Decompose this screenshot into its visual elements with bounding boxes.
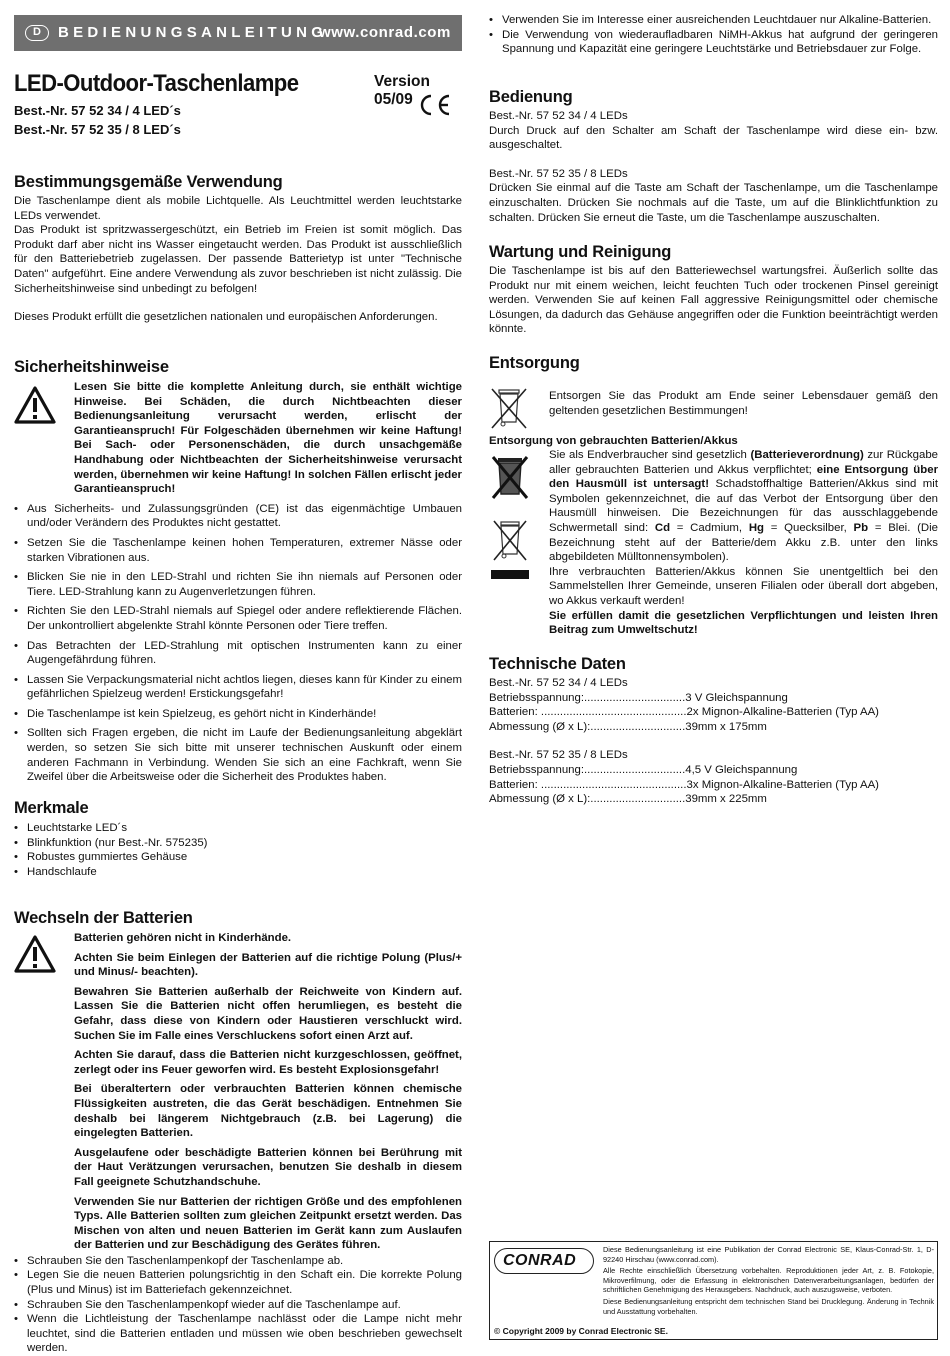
imprint-text (603, 1245, 934, 1316)
spec-value: 3x Mignon-Alkaline-Batterien (Typ AA) (686, 778, 879, 791)
text: eine Entsorgung über den Hausmüll ist untersagt! (549, 463, 938, 491)
logo-text: CONRAD (503, 1252, 577, 1269)
spec-value: 3 V Gleichspannung (685, 691, 788, 704)
website: www.conrad.com (318, 24, 451, 41)
section-heading: Merkmale (14, 799, 89, 817)
text: Hg (748, 521, 765, 534)
battery-warning: Achten Sie darauf, dass die Batterien nicht kurzgeschlossen, geöffnet, zerlegt oder ins Feuer geworfen wird. Es besteht Explosionsgefahr! (74, 1049, 462, 1076)
text: (Batterieverordnung) (750, 449, 864, 461)
imprint-line: Diese Bedienungsanleitung entspricht dem technischen Stand bei Drucklegung. Änderung in Technik und Ausstattung vorbehalten. (603, 1296, 934, 1316)
warning-triangle-icon (14, 386, 56, 424)
list-item: • Das Betrachten der LED-Strahlung mit optischen Instrumenten kann zu einer Augengefährdung führen. (14, 639, 462, 668)
header-bar (14, 15, 462, 51)
spec-label: Abmessung (Ø x L):.............................. (489, 720, 686, 733)
order-number-8led: Best.-Nr. 57 52 35 / 8 LED´s (14, 122, 181, 137)
list-item: • Schrauben Sie den Taschenlampenkopf der Taschenlampe ab. (14, 1254, 462, 1269)
section-heading: Sicherheitshinweise (14, 358, 169, 376)
safety-list (14, 502, 462, 785)
list-item: • Aus Sicherheits- und Zulassungsgründen (CE) ist das eigenmächtige Umbauen und/oder Verändern des Produktes nicht gestattet. (14, 502, 462, 531)
battery-disposal-text (549, 448, 938, 638)
list-item: • Legen Sie die neuen Batterien polungsrichtig in den Schaft ein. Die korrekte Polung (Plus und Minus) ist im Batteriefach gekennzeichnet. (14, 1268, 462, 1297)
spec-row (489, 720, 938, 735)
paragraph: Die Taschenlampe ist bis auf den Batteriewechsel wartungsfrei. Äußerlich sollte das Produkt nur mit einem weichen, leicht feuchten Tuch oder trockenen Pinsel gereinigt werden. Verwenden Sie auf keinen Fall aggressive Reinigungsmittel oder chemische Lösungen, da dadurch das Gehäuse angegriffen oder die Funktion beeinträchtigt werden könnte. (489, 265, 938, 336)
model-label: Best.-Nr. 57 52 34 / 4 LEDs (489, 677, 628, 689)
model-label: Best.-Nr. 57 52 35 / 8 LEDs (489, 749, 628, 762)
list-item: • Lassen Sie Verpackungsmaterial nicht achtlos liegen, dieses kann für Kinder zu einem gefährlichen Spielzeug werden! Erstickungsgefahr! (14, 673, 462, 702)
spec-label: Betriebsspannung:................................ (489, 691, 686, 704)
section-technical-data (489, 654, 938, 807)
list-item: • Wenn die Lichtleistung der Taschenlampe nachlässt oder die Lampe nicht mehr leuchtet, sind die Batterien entladen und müssen wie oben beschrieben gewechselt werden. (14, 1312, 462, 1356)
section-maintenance (489, 242, 938, 337)
safety-warning: Lesen Sie bitte die komplette Anleitung durch, sie enthält wichtige Hinweise. Bei Schäden, die durch Nichtbeachten dieser Bedienungsanleitung verursacht werden, erlischt der Garantieanspruch! Für Folgeschäden übernehmen wir keine Haftung! Bei Sach- oder Personenschäden, die durch unsachgemäße Handhabung oder Nichtbeachten der Sicherheitshinweise verursacht werden, übernehmen wir keine Haftung! In solchen Fällen erlischt jeder Garantieanspruch! (74, 381, 462, 496)
spec-row (489, 763, 938, 778)
section-heading: Wechseln der Batterien (14, 909, 193, 927)
imprint-box (489, 1241, 938, 1340)
text: zur Rückgabe aller gebrauchten Batterien und Akkus verpflichtet; (549, 449, 938, 476)
copyright: © Copyright 2009 by Conrad Electronic SE. (494, 1326, 668, 1336)
paragraph: Das Produkt ist spritzwassergeschützt, ein Betrieb im Freien ist somit möglich. Das Produkt darf aber nicht ins Wasser eingetaucht werden. Das Produkt ist ausschließlich für den Batteriebetrieb zugelassen. Der passende Batterietyp ist unter "Technische Daten" aufgeführt. Eine andere Verwendung als zuvor beschrieben ist nicht zulässig. Die Sicherheitshinweise sind unbedingt zu befolgen! (14, 224, 462, 295)
version: Version 05/09 (374, 73, 430, 108)
list-item: • Setzen Sie die Taschenlampe keinen hohen Temperaturen, extremer Nässe oder starken Vibrationen aus. (14, 536, 462, 565)
paragraph: Sie erfüllen damit die gesetzlichen Verpflichtungen und leisten Ihren Beitrag zum Umweltschutz! (549, 609, 938, 637)
spec-row (489, 705, 938, 720)
crossed-bin-icon (491, 518, 529, 564)
paragraph: Durch Druck auf den Schalter am Schaft der Taschenlampe wird diese ein- bzw. ausgeschaltet. (489, 124, 938, 152)
crossed-bin-icon (489, 386, 529, 432)
spec-value: 2x Mignon-Alkaline-Batterien (Typ AA) (686, 706, 879, 719)
product-disposal-text: Entsorgen Sie das Produkt am Ende seiner Lebensdauer gemäß den geltenden gesetzlichen Bestimmungen! (549, 390, 938, 417)
list-item: • Blinkfunktion (nur Best.-Nr. 575235) (14, 836, 462, 851)
spec-label: Abmessung (Ø x L):.............................. (489, 793, 686, 806)
list-item: • Leuchtstarke LED´s (14, 821, 462, 836)
warning-triangle-icon (14, 935, 56, 973)
spec-row (489, 691, 938, 706)
section-heading: Bedienung (489, 88, 573, 106)
list-item: • Blicken Sie nie in den LED-Strahl und richten Sie ihn niemals auf Personen oder Tiere. LED-Strahlung kann zu Augenverletzungen führen. (14, 570, 462, 599)
spec-row (489, 792, 938, 807)
conrad-logo (494, 1248, 594, 1274)
text: Pb (853, 521, 869, 534)
list-item: • Sollten sich Fragen ergeben, die nicht im Laufe der Bedienungsanleitung abgeklärt werden, so setzen Sie sich bitte mit unserer technischen Auskunft oder einem anderen Fachmann in Verbindung. Wenden Sie sich an eine Fachkraft, wenn Sie Zweifel über die Arbeitsweise oder die Sicherheit des Produktes haben. (14, 726, 462, 784)
list-item: • Richten Sie den LED-Strahl niemals auf Spiegel oder andere reflektierende Flächen. Der unkontrolliert abgelenkte Strahl könnte Personen oder Tiere treffen. (14, 604, 462, 633)
features-list (14, 821, 462, 879)
paragraph: Dieses Produkt erfüllt die gesetzlichen nationalen und europäischen Anforderungen. (14, 311, 438, 324)
battery-warning: Bei überaltertern oder verbrauchten Batterien können chemische Flüssigkeiten austreten, die das Gerät beschädigen. Entnehmen Sie deshalb bei längerem Nichtgebrauch (z.B. bei Lagerung) die eingelegten Batterien. (74, 1083, 462, 1140)
battery-warning: Ausgelaufene oder beschädigte Batterien können bei Berührung mit der Haut Verätzungen verursachen, benutzen Sie deshalb in diesem Fall geeignete Schutzhandschuhe. (74, 1146, 462, 1188)
paragraph: Ihre verbrauchten Batterien/Akkus können Sie unentgeltlich bei den Sammelstellen Ihrer Gemeinde, unseren Filialen oder überall dort abgeben, wo Akkus verkauft werden! (549, 565, 938, 607)
section-heading: Entsorgung (489, 354, 580, 372)
section-intended-use (14, 172, 462, 325)
list-item: • Die Verwendung von wiederaufladbaren NiMH-Akkus hat aufgrund der geringeren Spannung und Kapazität eine geringere Leuchtstärke und Betriebsdauer zur Folge. (489, 28, 938, 57)
text: = Quecksilber, (764, 521, 854, 534)
country-badge: D (25, 25, 49, 41)
battery-disposal-heading: Entsorgung von gebrauchten Batterien/Akkus (489, 435, 738, 447)
battery-steps (14, 1254, 462, 1356)
section-safety (14, 357, 462, 785)
model-label: Best.-Nr. 57 52 34 / 4 LEDs (489, 110, 628, 122)
section-heading: Technische Daten (489, 655, 626, 673)
imprint-line: Diese Bedienungsanleitung ist eine Publikation der Conrad Electronic SE, Klaus-Conrad-Str. 1, D-92240 Hirschau (www.conrad.com). (603, 1245, 934, 1264)
list-item: • Handschlaufe (14, 865, 462, 880)
text: Cd (654, 521, 671, 534)
battery-warning: Verwenden Sie nur Batterien der richtigen Größe und des empfohlenen Typs. Alle Batterien sollten zum gleichen Zeitpunkt ersetzt werden. Das Mischen von alten und neuen Batterien im Gerät kann zum Auslaufen der Batterien und zur Beschädigung des Gerätes führen. (74, 1195, 462, 1252)
battery-warning: Bewahren Sie Batterien außerhalb der Reichweite von Kindern auf. Lassen Sie die Batterien nicht offen herumliegen, es besteht die Gefahr, dass diese von Kindern oder Haustieren verschluckt wird. Suchen Sie im Falle eines Verschluckens sofort einen Arzt auf. (74, 985, 462, 1042)
imprint-line: Alle Rechte einschließlich Übersetzung vorbehalten. Reproduktionen jeder Art, z. B. Fotokopie, Mikroverfilmung, oder die Erfassung in elektronischen Datenverarbeitungsanlagen, bedürfen der schriftlichen Genehmigung des Herausgebers. Nachdruck, auch auszugsweise, verboten. (603, 1266, 934, 1295)
spec-label: Batterien: .............................................. (489, 778, 687, 791)
spec-label: Betriebsspannung:................................ (489, 763, 686, 776)
spec-label: Batterien: .............................................. (489, 706, 687, 719)
section-disposal (489, 353, 938, 373)
crossed-bin-icon (491, 454, 529, 502)
list-item: • Die Taschenlampe ist kein Spielzeug, es gehört nicht in Kinderhände! (14, 707, 462, 722)
paragraph: Drücken Sie einmal auf die Taste am Schaft der Taschenlampe, um die Taschenlampe einzuschalten. Drücken Sie nochmals auf die Taste, um auf die Blinklichtfunktion zu schalten. Drücken Sie erneut die Taste, um die Taschenlampe auszuschalten. (489, 182, 938, 224)
product-title: LED-Outdoor-Taschenlampe (14, 70, 299, 97)
ce-mark-icon (416, 93, 452, 117)
paragraph: Die Taschenlampe dient als mobile Lichtquelle. Als Leuchtmittel werden leuchtstarke LEDs verwendet. (14, 195, 462, 222)
spec-row (489, 778, 938, 793)
model-label: Best.-Nr. 57 52 35 / 8 LEDs (489, 167, 628, 180)
list-item: • Schrauben Sie den Taschenlampenkopf wieder auf die Taschenlampe auf. (14, 1298, 462, 1313)
spec-value: 39mm x 175mm (685, 720, 767, 733)
battery-warning: Batterien gehören nicht in Kinderhände. (74, 932, 292, 944)
section-operation (489, 87, 938, 225)
spec-value: 39mm x 225mm (685, 793, 767, 806)
text: Schadstoffhaltige Batterien/Akkus sind mit Symbolen gekennzeichnet, die auf das Verbot der Entsorgung über den Hausmüll hinweisen. Die Bezeichnungen für das ausschlaggebende Schwermetall sind: (549, 478, 938, 534)
order-number-4led: Best.-Nr. 57 52 34 / 4 LED´s (14, 103, 181, 118)
alkaline-notes (489, 13, 938, 57)
doc-type: BEDIENUNGSANLEITUNG (58, 24, 328, 41)
list-item: • Verwenden Sie im Interesse einer ausreichenden Leuchtdauer nur Alkaline-Batterien. (489, 13, 938, 28)
section-features (14, 798, 462, 879)
bin-underline-bar (491, 570, 529, 579)
list-item: • Robustes gummiertes Gehäuse (14, 850, 462, 865)
text: Sie als Endverbraucher sind gesetzlich (549, 449, 751, 461)
text: = Blei. (Die Bezeichnung steht auf der Batterie/dem Akku z.B. unter den links abgebildeten Mülltonnensymbolen). (549, 521, 938, 564)
spec-value: 4,5 V Gleichspannung (685, 763, 798, 776)
section-battery-change (14, 908, 462, 1356)
battery-warning: Achten Sie beim Einlegen der Batterien auf die richtige Polung (Plus/+ und Minus/- beachten). (74, 951, 462, 979)
section-heading: Bestimmungsgemäße Verwendung (14, 173, 283, 191)
section-heading: Wartung und Reinigung (489, 243, 672, 261)
text: = Cadmium, (670, 521, 749, 534)
